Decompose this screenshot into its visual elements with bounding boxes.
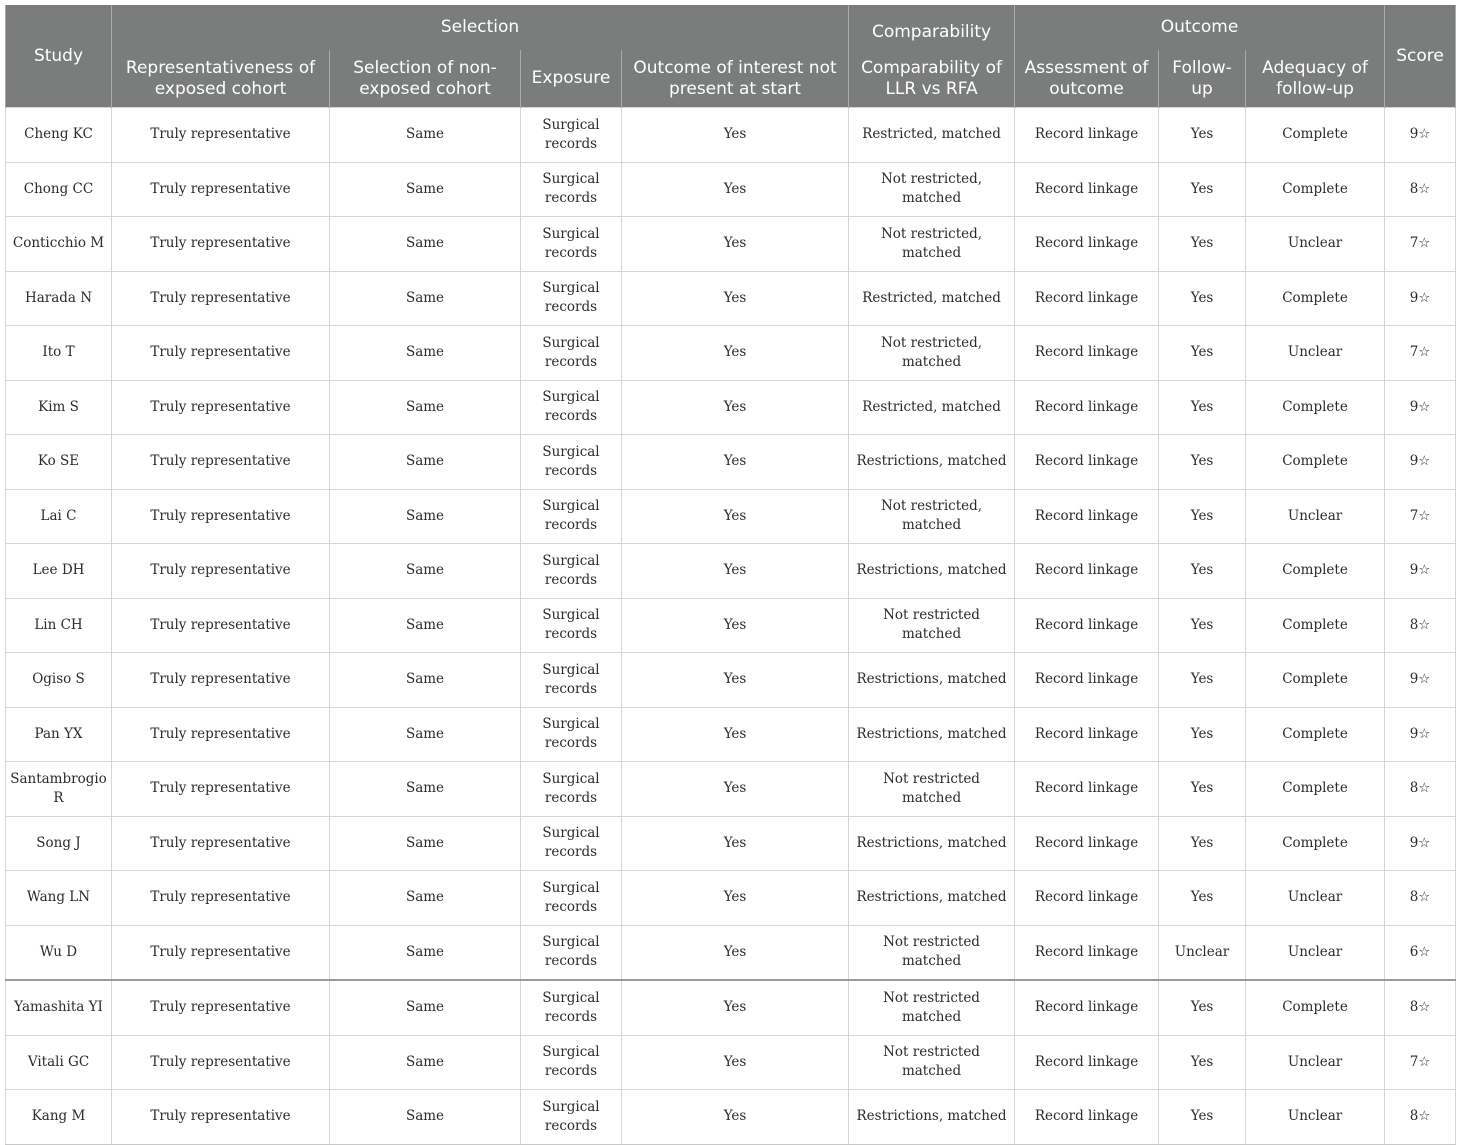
score-cell: 7☆: [1385, 1035, 1456, 1090]
representativeness-cell: Truly representative: [112, 1090, 330, 1145]
selection-non-exposed-cell: Same: [330, 598, 521, 653]
adequacy-cell: Unclear: [1246, 1090, 1385, 1145]
table-body: [6, 108, 1456, 1145]
assessment-cell: Record linkage: [1015, 707, 1159, 762]
comparability-cell: Not restricted matched: [849, 1035, 1015, 1090]
adequacy-cell: Unclear: [1246, 1035, 1385, 1090]
follow-up-cell: Yes: [1159, 707, 1246, 762]
study-cell: Yamashita YI: [6, 980, 112, 1035]
selection-non-exposed-cell: Same: [330, 162, 521, 217]
outcome-not-present-cell: Yes: [622, 380, 849, 435]
outcome-not-present-cell: Yes: [622, 598, 849, 653]
exposure-cell: Surgical records: [521, 871, 622, 926]
table-row: [6, 435, 1456, 490]
study-cell: Lai C: [6, 489, 112, 544]
table-row: [6, 326, 1456, 381]
selection-non-exposed-cell: Same: [330, 980, 521, 1035]
outcome-not-present-cell: Yes: [622, 271, 849, 326]
representativeness-cell: Truly representative: [112, 435, 330, 490]
selection-non-exposed-cell: Same: [330, 217, 521, 272]
assessment-cell: Record linkage: [1015, 816, 1159, 871]
comparability-cell: Restrictions, matched: [849, 653, 1015, 708]
assessment-cell: Record linkage: [1015, 871, 1159, 926]
exposure-cell: Surgical records: [521, 435, 622, 490]
score-cell: 7☆: [1385, 326, 1456, 381]
exposure-cell: Surgical records: [521, 980, 622, 1035]
study-cell: Cheng KC: [6, 108, 112, 163]
follow-up-cell: Yes: [1159, 653, 1246, 708]
study-cell: Conticchio M: [6, 217, 112, 272]
selection-non-exposed-cell: Same: [330, 489, 521, 544]
assessment-cell: Record linkage: [1015, 925, 1159, 980]
study-cell: Harada N: [6, 271, 112, 326]
score-cell: 9☆: [1385, 653, 1456, 708]
follow-up-cell: Yes: [1159, 435, 1246, 490]
follow-up-cell: Yes: [1159, 162, 1246, 217]
exposure-cell: Surgical records: [521, 762, 622, 817]
selection-non-exposed-cell: Same: [330, 871, 521, 926]
selection-non-exposed-cell: Same: [330, 435, 521, 490]
representativeness-cell: Truly representative: [112, 925, 330, 980]
table-row: [6, 489, 1456, 544]
table-row: [6, 1090, 1456, 1145]
assessment-cell: Record linkage: [1015, 108, 1159, 163]
score-cell: 9☆: [1385, 108, 1456, 163]
outcome-not-present-cell: Yes: [622, 925, 849, 980]
comparability-cell: Not restricted, matched: [849, 162, 1015, 217]
header-selection-non-exposed: Selection of non-exposed cohort: [330, 50, 521, 108]
score-cell: 8☆: [1385, 871, 1456, 926]
header-selection-group: Selection: [112, 5, 849, 50]
representativeness-cell: Truly representative: [112, 762, 330, 817]
selection-non-exposed-cell: Same: [330, 108, 521, 163]
score-cell: 9☆: [1385, 544, 1456, 599]
score-cell: 9☆: [1385, 816, 1456, 871]
outcome-not-present-cell: Yes: [622, 871, 849, 926]
exposure-cell: Surgical records: [521, 653, 622, 708]
assessment-cell: Record linkage: [1015, 271, 1159, 326]
follow-up-cell: Yes: [1159, 544, 1246, 599]
comparability-cell: Not restricted matched: [849, 598, 1015, 653]
adequacy-cell: Complete: [1246, 271, 1385, 326]
table-row: [6, 707, 1456, 762]
exposure-cell: Surgical records: [521, 816, 622, 871]
adequacy-cell: Complete: [1246, 762, 1385, 817]
adequacy-cell: Unclear: [1246, 871, 1385, 926]
outcome-not-present-cell: Yes: [622, 762, 849, 817]
header-score: Score: [1385, 5, 1456, 108]
representativeness-cell: Truly representative: [112, 271, 330, 326]
representativeness-cell: Truly representative: [112, 217, 330, 272]
table-row: [6, 871, 1456, 926]
adequacy-cell: Complete: [1246, 544, 1385, 599]
adequacy-cell: Complete: [1246, 816, 1385, 871]
outcome-not-present-cell: Yes: [622, 162, 849, 217]
score-cell: 8☆: [1385, 598, 1456, 653]
selection-non-exposed-cell: Same: [330, 762, 521, 817]
representativeness-cell: Truly representative: [112, 816, 330, 871]
assessment-cell: Record linkage: [1015, 1035, 1159, 1090]
assessment-cell: Record linkage: [1015, 380, 1159, 435]
outcome-not-present-cell: Yes: [622, 108, 849, 163]
study-cell: Wu D: [6, 925, 112, 980]
score-cell: 8☆: [1385, 980, 1456, 1035]
table-row: [6, 980, 1456, 1035]
assessment-cell: Record linkage: [1015, 162, 1159, 217]
table-row: [6, 653, 1456, 708]
assessment-cell: Record linkage: [1015, 653, 1159, 708]
follow-up-cell: Yes: [1159, 489, 1246, 544]
study-cell: Lin CH: [6, 598, 112, 653]
comparability-cell: Not restricted, matched: [849, 326, 1015, 381]
table-row: [6, 108, 1456, 163]
table-row: [6, 271, 1456, 326]
exposure-cell: Surgical records: [521, 1035, 622, 1090]
representativeness-cell: Truly representative: [112, 380, 330, 435]
follow-up-cell: Yes: [1159, 271, 1246, 326]
score-cell: 7☆: [1385, 489, 1456, 544]
study-cell: Santambrogio R: [6, 762, 112, 817]
score-cell: 9☆: [1385, 380, 1456, 435]
comparability-cell: Not restricted matched: [849, 762, 1015, 817]
follow-up-cell: Yes: [1159, 816, 1246, 871]
representativeness-cell: Truly representative: [112, 707, 330, 762]
comparability-cell: Restrictions, matched: [849, 1090, 1015, 1145]
adequacy-cell: Unclear: [1246, 489, 1385, 544]
exposure-cell: Surgical records: [521, 271, 622, 326]
comparability-cell: Restrictions, matched: [849, 816, 1015, 871]
table-row: [6, 217, 1456, 272]
adequacy-cell: Complete: [1246, 435, 1385, 490]
selection-non-exposed-cell: Same: [330, 925, 521, 980]
header-adequacy-of-follow-up: Adequacy of follow-up: [1246, 50, 1385, 108]
outcome-not-present-cell: Yes: [622, 707, 849, 762]
study-cell: Ogiso S: [6, 653, 112, 708]
exposure-cell: Surgical records: [521, 544, 622, 599]
adequacy-cell: Complete: [1246, 162, 1385, 217]
representativeness-cell: Truly representative: [112, 108, 330, 163]
score-cell: 9☆: [1385, 707, 1456, 762]
comparability-cell: Restricted, matched: [849, 108, 1015, 163]
table-row: [6, 162, 1456, 217]
study-cell: Wang LN: [6, 871, 112, 926]
follow-up-cell: Yes: [1159, 1090, 1246, 1145]
quality-assessment-table: [5, 5, 1456, 1145]
adequacy-cell: Unclear: [1246, 217, 1385, 272]
outcome-not-present-cell: Yes: [622, 816, 849, 871]
score-cell: 8☆: [1385, 762, 1456, 817]
comparability-cell: Restricted, matched: [849, 380, 1015, 435]
header-comparability-group: Comparability: [849, 5, 1015, 50]
adequacy-cell: Complete: [1246, 380, 1385, 435]
comparability-cell: Restricted, matched: [849, 271, 1015, 326]
header-assessment-of-outcome: Assessment of outcome: [1015, 50, 1159, 108]
selection-non-exposed-cell: Same: [330, 544, 521, 599]
score-cell: 6☆: [1385, 925, 1456, 980]
assessment-cell: Record linkage: [1015, 489, 1159, 544]
exposure-cell: Surgical records: [521, 1090, 622, 1145]
score-cell: 8☆: [1385, 162, 1456, 217]
selection-non-exposed-cell: Same: [330, 326, 521, 381]
comparability-cell: Not restricted matched: [849, 925, 1015, 980]
assessment-cell: Record linkage: [1015, 980, 1159, 1035]
follow-up-cell: Unclear: [1159, 925, 1246, 980]
table-row: [6, 1035, 1456, 1090]
selection-non-exposed-cell: Same: [330, 816, 521, 871]
exposure-cell: Surgical records: [521, 489, 622, 544]
representativeness-cell: Truly representative: [112, 162, 330, 217]
follow-up-cell: Yes: [1159, 871, 1246, 926]
header-representativeness: Representativeness of exposed cohort: [112, 50, 330, 108]
header-follow-up: Follow-up: [1159, 50, 1246, 108]
follow-up-cell: Yes: [1159, 598, 1246, 653]
outcome-not-present-cell: Yes: [622, 980, 849, 1035]
assessment-cell: Record linkage: [1015, 217, 1159, 272]
outcome-not-present-cell: Yes: [622, 435, 849, 490]
adequacy-cell: Unclear: [1246, 925, 1385, 980]
assessment-cell: Record linkage: [1015, 1090, 1159, 1145]
selection-non-exposed-cell: Same: [330, 380, 521, 435]
representativeness-cell: Truly representative: [112, 489, 330, 544]
study-cell: Pan YX: [6, 707, 112, 762]
header-exposure: Exposure: [521, 50, 622, 108]
exposure-cell: Surgical records: [521, 925, 622, 980]
comparability-cell: Not restricted matched: [849, 980, 1015, 1035]
exposure-cell: Surgical records: [521, 217, 622, 272]
study-cell: Ko SE: [6, 435, 112, 490]
adequacy-cell: Complete: [1246, 108, 1385, 163]
study-cell: Lee DH: [6, 544, 112, 599]
assessment-cell: Record linkage: [1015, 435, 1159, 490]
outcome-not-present-cell: Yes: [622, 1090, 849, 1145]
study-cell: Kim S: [6, 380, 112, 435]
representativeness-cell: Truly representative: [112, 326, 330, 381]
table-row: [6, 544, 1456, 599]
selection-non-exposed-cell: Same: [330, 271, 521, 326]
representativeness-cell: Truly representative: [112, 653, 330, 708]
selection-non-exposed-cell: Same: [330, 653, 521, 708]
follow-up-cell: Yes: [1159, 217, 1246, 272]
study-cell: Song J: [6, 816, 112, 871]
table-row: [6, 598, 1456, 653]
comparability-cell: Restrictions, matched: [849, 871, 1015, 926]
outcome-not-present-cell: Yes: [622, 489, 849, 544]
table-row: [6, 925, 1456, 980]
exposure-cell: Surgical records: [521, 707, 622, 762]
score-cell: 9☆: [1385, 271, 1456, 326]
exposure-cell: Surgical records: [521, 108, 622, 163]
assessment-cell: Record linkage: [1015, 544, 1159, 599]
representativeness-cell: Truly representative: [112, 598, 330, 653]
adequacy-cell: Unclear: [1246, 326, 1385, 381]
assessment-cell: Record linkage: [1015, 598, 1159, 653]
comparability-cell: Not restricted, matched: [849, 489, 1015, 544]
follow-up-cell: Yes: [1159, 762, 1246, 817]
exposure-cell: Surgical records: [521, 162, 622, 217]
header-outcome-not-present: Outcome of interest not present at start: [622, 50, 849, 108]
follow-up-cell: Yes: [1159, 380, 1246, 435]
follow-up-cell: Yes: [1159, 326, 1246, 381]
score-cell: 9☆: [1385, 435, 1456, 490]
adequacy-cell: Complete: [1246, 980, 1385, 1035]
study-cell: Kang M: [6, 1090, 112, 1145]
outcome-not-present-cell: Yes: [622, 653, 849, 708]
comparability-cell: Restrictions, matched: [849, 707, 1015, 762]
exposure-cell: Surgical records: [521, 598, 622, 653]
assessment-cell: Record linkage: [1015, 762, 1159, 817]
header-comparability-llr-rfa: Comparability of LLR vs RFA: [849, 50, 1015, 108]
exposure-cell: Surgical records: [521, 380, 622, 435]
table-row: [6, 762, 1456, 817]
assessment-cell: Record linkage: [1015, 326, 1159, 381]
adequacy-cell: Complete: [1246, 598, 1385, 653]
score-cell: 8☆: [1385, 1090, 1456, 1145]
follow-up-cell: Yes: [1159, 980, 1246, 1035]
comparability-cell: Restrictions, matched: [849, 544, 1015, 599]
adequacy-cell: Complete: [1246, 707, 1385, 762]
exposure-cell: Surgical records: [521, 326, 622, 381]
table-header: [6, 5, 1456, 108]
study-cell: Vitali GC: [6, 1035, 112, 1090]
study-cell: Ito T: [6, 326, 112, 381]
table-row: [6, 380, 1456, 435]
outcome-not-present-cell: Yes: [622, 217, 849, 272]
outcome-not-present-cell: Yes: [622, 326, 849, 381]
header-outcome-group: Outcome: [1015, 5, 1385, 50]
study-cell: Chong CC: [6, 162, 112, 217]
representativeness-cell: Truly representative: [112, 544, 330, 599]
selection-non-exposed-cell: Same: [330, 1035, 521, 1090]
representativeness-cell: Truly representative: [112, 871, 330, 926]
table-row: [6, 816, 1456, 871]
adequacy-cell: Complete: [1246, 653, 1385, 708]
follow-up-cell: Yes: [1159, 1035, 1246, 1090]
selection-non-exposed-cell: Same: [330, 707, 521, 762]
header-study: Study: [6, 5, 112, 108]
outcome-not-present-cell: Yes: [622, 1035, 849, 1090]
representativeness-cell: Truly representative: [112, 1035, 330, 1090]
representativeness-cell: Truly representative: [112, 980, 330, 1035]
comparability-cell: Not restricted, matched: [849, 217, 1015, 272]
outcome-not-present-cell: Yes: [622, 544, 849, 599]
comparability-cell: Restrictions, matched: [849, 435, 1015, 490]
follow-up-cell: Yes: [1159, 108, 1246, 163]
selection-non-exposed-cell: Same: [330, 1090, 521, 1145]
score-cell: 7☆: [1385, 217, 1456, 272]
